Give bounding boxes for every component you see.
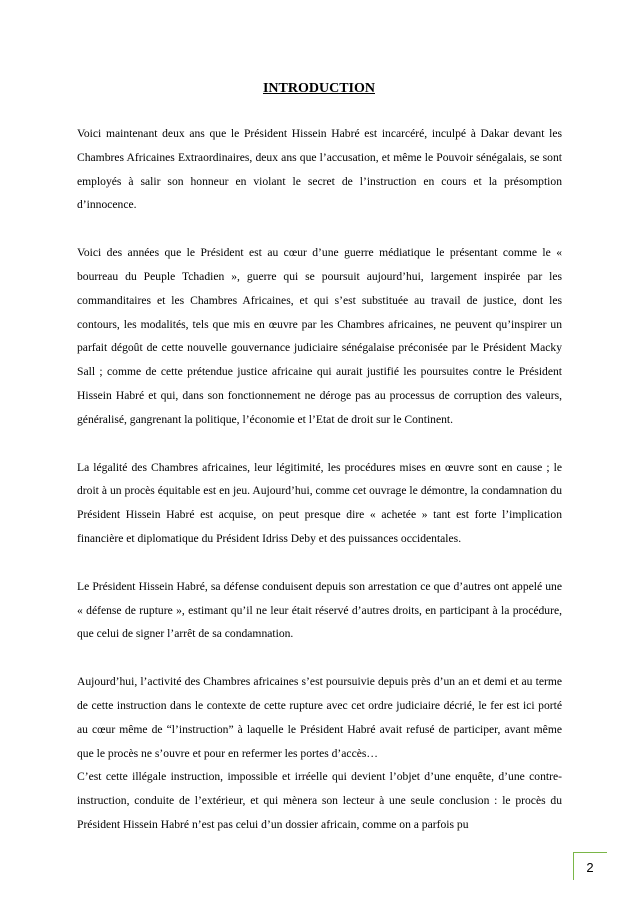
paragraph-1: Voici maintenant deux ans que le Président Hissein Habré est incarcéré, inculpé à Dakar devant les Chambres Africaines Extraordinaires, deux ans que l’accusation, et même le Pouvoir sénégalais, se sont employés à salir son honneur en violant le secret de l’instruction en cours et la présomption d’innocence. — [77, 127, 562, 212]
body-text — [77, 122, 562, 837]
paragraph-5: Aujourd’hui, l’activité des Chambres africaines s’est poursuivie depuis près d’un an et demi et au terme de cette instruction dans le contexte de cette rupture avec cet ordre judiciaire décrié, le fer est ici porté au cœur même de “l’instruction” à laquelle le Président Habré avait refusé de participer, avant même que le procès ne s’ouvre et pour en refermer les portes d’accès… — [77, 675, 562, 760]
page-title: INTRODUCTION — [262, 81, 375, 96]
page-number-divider — [573, 852, 574, 880]
page-number: 2 — [586, 860, 594, 875]
page-number-rule — [573, 852, 607, 853]
paragraph-4: Le Président Hissein Habré, sa défense conduisent depuis son arrestation ce que d’autres ont appelé une « défense de rupture », estimant qu’il ne leur était réservé d’autres droits, en participant à la procédure, que celui de signer l’arrêt de sa condamnation. — [77, 579, 562, 641]
paragraph-6: C’est cette illégale instruction, impossible et irréelle qui devient l’objet d’une enquête, d’une contre-instruction, conduite de l’extérieur, et qui mènera son lecteur à une seule conclusion : le procès du Président Hissein Habré n’est pas celui d’un dossier africain, comme on a parfois pu — [77, 770, 562, 831]
paragraph-3: La légalité des Chambres africaines, leur légitimité, les procédures mises en œuvre sont en cause ; le droit à un procès équitable est en jeu. Aujourd’hui, comme cet ouvrage le démontre, la condamnation du Président Hissein Habré est acquise, on peut presque dire « achetée » tant est forte l’implication financière et diplomatique du Président Idriss Deby et des puissances occidentales. — [77, 460, 562, 545]
paragraph-2: Voici des années que le Président est au cœur d’une guerre médiatique le présentant comme le « bourreau du Peuple Tchadien », guerre qui se poursuit aujourd’hui, largement inspirée par les commanditaires et les Chambres Africaines, et qui s’est substituée au travail de justice, dont les contours, les modalités, tels que mis en œuvre par les Chambres africaines, ne peuvent qu’inspirer un parfait dégoût de cette nouvelle gouvernance judiciaire sénégalaise préconisée par le Président Macky Sall ; comme de cette prétendue justice africaine qui aurait justifié les poursuites contre le Président Hissein Habré et qui, dans son fonctionnement ne déroge pas au processus de corruption des valeurs, généralisé, gangrenant la politique, l’économie et l’Etat de droit sur le Continent. — [77, 246, 562, 426]
